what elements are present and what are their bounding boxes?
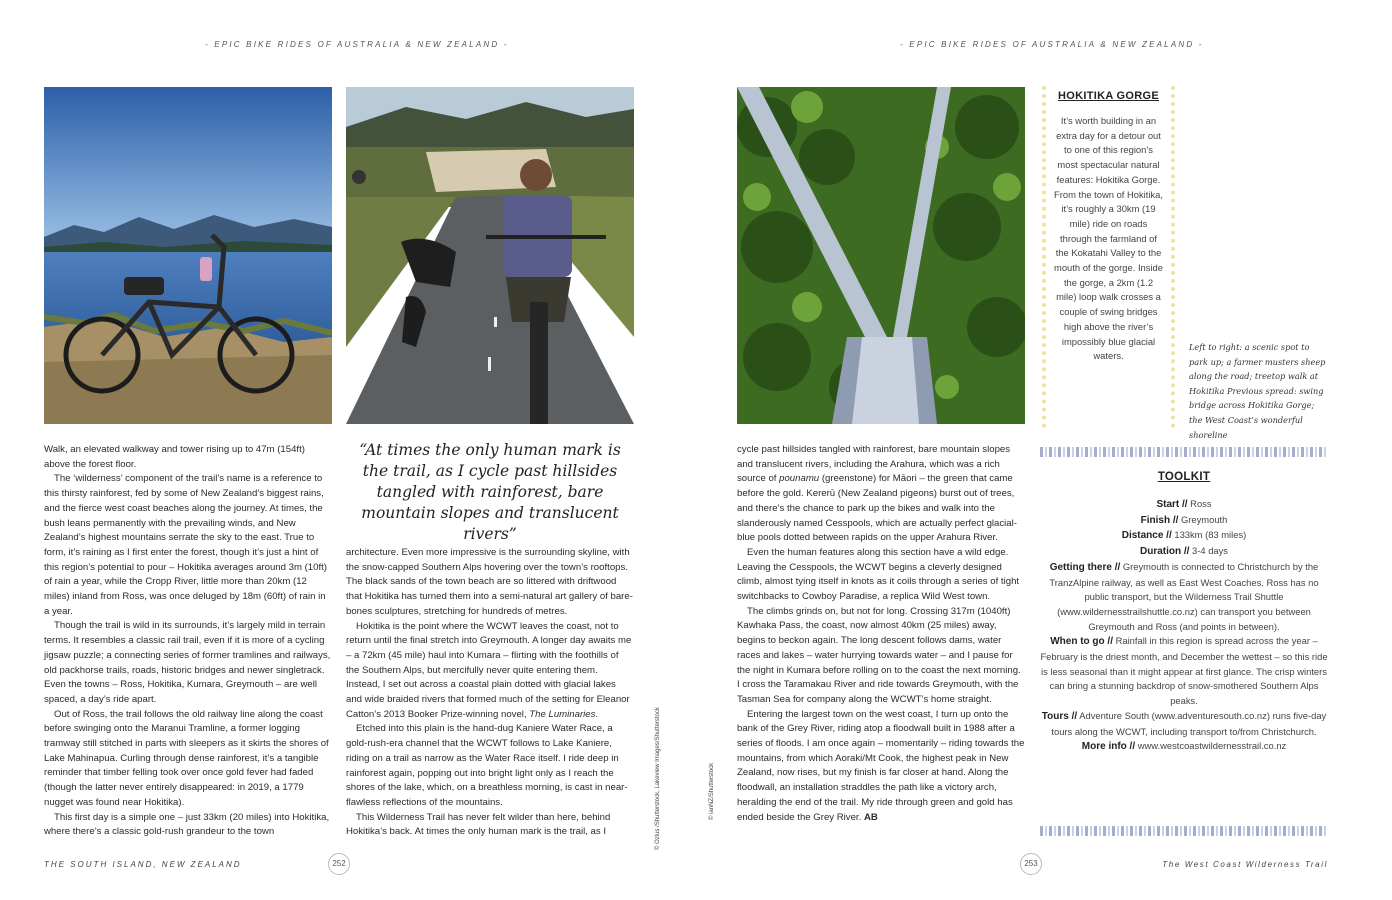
toolkit-row-duration <box>1040 544 1328 560</box>
photo-bike-by-lake <box>44 87 332 424</box>
paragraph: Walk, an elevated walkway and tower rising up to 47m (154ft) above the forest floor. <box>44 444 305 470</box>
toolkit-value: 3-4 days <box>1189 545 1228 557</box>
photo-caption: Left to right: a scenic spot to park up; a farmer musters sheep along the road; treetop walk at Hokitika Previous spread: swing bridge across Hokitika Gorge; the West Coast’s wonderful shoreline <box>1189 342 1326 440</box>
paragraph <box>346 620 634 723</box>
photo-treetop-walk <box>737 87 1025 424</box>
toolkit-label: Start // <box>1156 499 1188 510</box>
maori-term: pounamu <box>779 473 820 485</box>
body-column-2 <box>346 546 634 840</box>
toolkit-row-distance <box>1040 528 1328 544</box>
pull-quote: “At times the only human mark is the trail, as I cycle past hillsides tangled with rainforest, bare mountain slopes and translucent rivers” <box>359 441 621 543</box>
photo-farmer-mustering-sheep <box>346 87 634 424</box>
decorative-border-top <box>1040 447 1328 457</box>
toolkit-label: More info // <box>1081 741 1136 753</box>
toolkit-value: www.westcoastwildernesstrail.co.nz <box>1135 740 1287 752</box>
toolkit-value: Adventure South (www.adventuresouth.co.nz) runs five-day tours along the WCWT, including transport to/from Christchurch. <box>1051 709 1327 737</box>
body-column-1 <box>44 443 332 840</box>
sidebar-title: HOKITIKA GORGE <box>1058 90 1159 102</box>
paragraph-text: Entering the largest town on the west coast, I turn up onto the bank of the Grey River, riding atop a floodwall built in 1988 after a series of floods. I am once again – momentarily – riding towards the mountains, from which Aoraki/Mt Cook, the highest peak in New Zealand, now rises, but my finish is far closer at hand. Along the floodwall, an installation straddles the path like a victory arch, heralding the end of the trail. My ride through green and gold has ended beside the Grey River. <box>737 708 1025 823</box>
toolkit-row-when-to-go <box>1040 634 1328 709</box>
paragraph: Out of Ross, the trail follows the old railway line along the coast before swinging onto the Maranui Tramline, a former logging tramway still stitched in parts with sleepers as it skirts the shores of Lake Mahinapua. Curling through dense rainforest, it’s a tangible reminder that timber felling took over once gold fever had faded (though the latter never entirely disappeared: in 2019, a 1779 nugget was found near Hokitika). <box>44 708 329 808</box>
paragraph: Even the human features along this section have a wild edge. Leaving the Cesspools, the WCWT begins a cleverly designed climb, almost tying itself in knots as it coils through a series of tight switchbacks to Cowboy Paradise, a replica Wild West town. <box>737 546 1020 603</box>
author-initials: AB <box>863 811 878 823</box>
photo-credit-right: © ianNZ/Shutterstock <box>709 762 715 820</box>
decorative-border-bottom <box>1040 826 1328 836</box>
paragraph <box>737 443 1025 546</box>
toolkit-value: Ross <box>1187 498 1212 509</box>
photo-credit-left: © Ozlus /Shutterstock, Lakeview Images/Shutterstock <box>655 707 661 850</box>
paragraph-text: (greenstone) for Māori – the green that came before the gold. Kererū (New Zealand pigeons) burst out of trees, and there’s the chance to park up the bikes and walk into the slanderously named Cesspools, which are actually perfect glacial-blue pools dotted between rapids on the upper Arahura River. <box>737 473 1017 544</box>
book-title: The Luminaries <box>529 708 596 720</box>
sidebar-hokitika-gorge <box>1042 86 1175 428</box>
toolkit-label: Duration // <box>1139 546 1190 558</box>
toolkit-row-finish <box>1040 513 1328 529</box>
toolkit-value: Greymouth <box>1178 513 1228 525</box>
toolkit-label: Tours // <box>1041 710 1078 722</box>
toolkit-value: Greymouth is connected to Christchurch by the TranzAlpine railway, as well as East West Coaches. Ross has no public transport, but the Wilderness Trail Shuttle (www.wildernesstrailshuttle.co.nz) can transport you between Greymouth and Ross (and points in between). <box>1049 560 1319 632</box>
paragraph: The climbs grinds on, but not for long. Crossing 317m (1040ft) Kawhaka Pass, the coast, now almost 40km (25 miles) away, begins to beckon again. The long descent follows dams, water races and lakes – water hurrying towards water – and I pause for the night in Kumara before rolling on to the coast the next morning. I cross the Taramakau River and ride towards Greymouth, with the Tasman Sea for company along the WCWT’s home straight. <box>737 605 1021 705</box>
paragraph-text: Hokitika is the point where the WCWT leaves the coast, not to return until the final stretch into Greymouth. A longer day awaits me – a 72km (45 mile) haul into Kumara – flirting with the foothills of the Southern Alps, but mercifully never quite entering them. Instead, I set out across a coastal plain dotted with glacial lakes and wide braided rivers that formed much of the setting for Eleanor Catton’s 2013 Booker Prize-winning novel, <box>346 620 632 720</box>
paragraph-text: cycle past hillsides tangled with rainforest, bare mountain slopes and translucent rivers, including the Arahura, which was a rich source of <box>737 444 1011 485</box>
page-number-right: 253 <box>1020 853 1042 875</box>
toolkit-label: Distance // <box>1121 530 1172 542</box>
toolkit-row-start <box>1040 497 1328 513</box>
body-column-3 <box>737 443 1025 825</box>
paragraph: Though the trail is wild in its surrounds, it’s largely mild in terrain terms. It resembles a classic rail trail, even if it is more of a cycling jigsaw puzzle; a connecting series of former tramlines and railways, old packhorse trails, roads, historic bridges and newer singletrack. Even the towns – Ross, Hokitika, Kumara, Greymouth – are well spaced, a day’s ride apart. <box>44 620 331 705</box>
sidebar-body: It’s worth building in an extra day for a detour out to one of this region’s most spectacular natural features: Hokitika Gorge. From the town of Hokitika, it’s roughly a 30km (19 mile) ride on roads through the farmland of the Kokatahi Valley to the mouth of the gorge. Inside the gorge, a 2km (1.2 mile) loop walk crosses a couple of swing bridges high above the river’s impossibly blue glacial waters. <box>1054 115 1163 362</box>
running-header-right: - EPIC BIKE RIDES OF AUSTRALIA & NEW ZEALAND - <box>900 40 1204 49</box>
paragraph: Etched into this plain is the hand-dug Kaniere Water Race, a gold-rush-era channel that the WCWT follows to Lake Kaniere, riding on a trail as narrow as the Water Race itself. I ride deep in rainforest again, popping out into bright light only as I reach the shores of the lake, which, on a breathless morning, is cast in near-flawless reflections of the mountains. <box>346 723 628 808</box>
toolkit-label: Finish // <box>1140 514 1179 526</box>
paragraph: The ‘wilderness’ component of the trail’s name is a reference to this thirsty rainforest, fed by some of New Zealand’s biggest rains, and the fierce west coast beaches along the journey. At times, the bush leans permanently with the prevailing winds, and New Zealand’s highest mountains serrate the sky to the east. True to form, it’s raining as I first enter the forest, though it’s just a hint of this region’s potential to pour – Hokitika averages around 3m (10ft) of rain a year, while the Cropp River, little more than 20km (12 miles) inland from Ross, was once deluged by 18m (60ft) of rain in a year. <box>44 473 327 617</box>
toolkit-title: TOOLKIT <box>1157 471 1211 483</box>
paragraph-text: . <box>595 708 599 720</box>
toolkit-label: When to go // <box>1050 636 1113 648</box>
toolkit-label: Getting there // <box>1049 561 1121 573</box>
paragraph <box>737 708 1025 826</box>
toolkit-row-more-info <box>1040 739 1328 755</box>
toolkit-row-tours <box>1040 709 1328 739</box>
paragraph: This Wilderness Trail has never felt wilder than here, behind Hokitika’s back. At times the only human mark is the trail, as I <box>346 811 611 838</box>
page-number-left: 252 <box>328 853 350 875</box>
running-footer-left: THE SOUTH ISLAND, NEW ZEALAND <box>44 860 242 869</box>
toolkit-value: Rainfall in this region is spread across the year – February is the driest month, and December the wettest – so this ride is less seasonal than it might appear at first glance. The crisp winters can bring a stunning backdrop of snow-smothered Southern Alps peaks. <box>1040 635 1328 707</box>
running-header-left: - EPIC BIKE RIDES OF AUSTRALIA & NEW ZEALAND - <box>205 40 509 49</box>
running-footer-right: The West Coast Wilderness Trail <box>1162 860 1328 869</box>
toolkit-box <box>1040 471 1328 755</box>
paragraph: architecture. Even more impressive is the surrounding skyline, with the snow-capped Southern Alps hovering over the town’s rooftops. The black sands of the town beach are so littered with driftwood that Hokitika has turned them into a semi-natural art gallery of bare-bones sculptures, stretching for hundreds of metres. <box>346 547 633 617</box>
paragraph: This first day is a simple one – just 33km (20 miles) into Hokitika, where there’s a classic gold-rush grandeur to the town <box>44 811 330 838</box>
toolkit-value: 133km (83 miles) <box>1171 529 1247 541</box>
toolkit-row-getting-there <box>1040 560 1328 635</box>
